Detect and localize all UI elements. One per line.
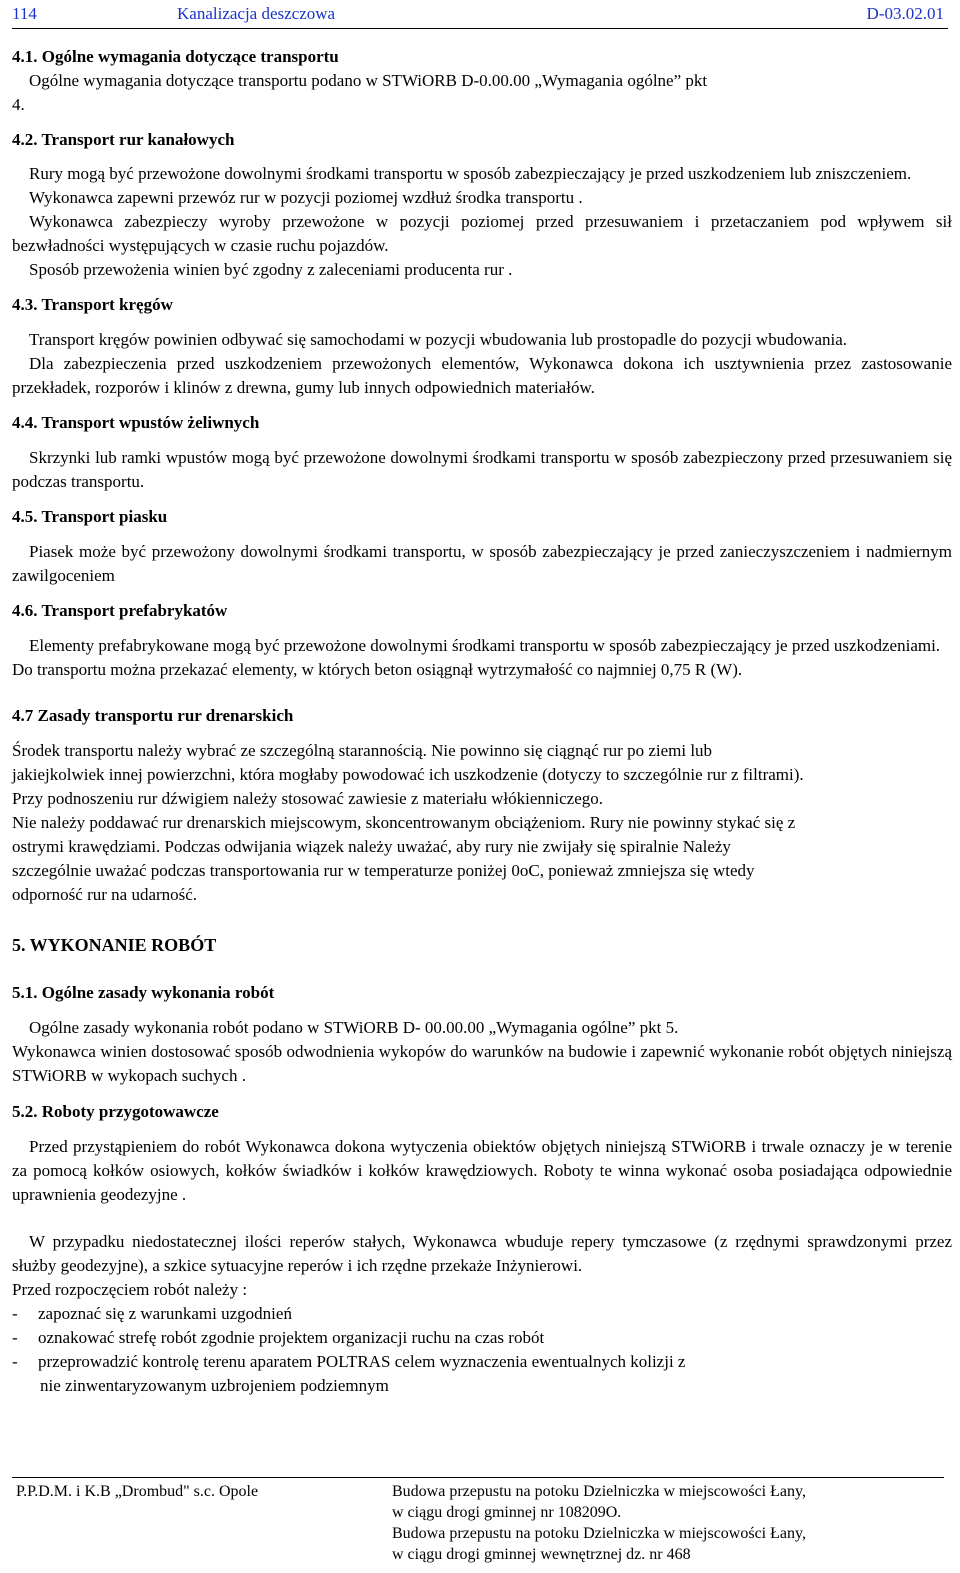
list-item <box>12 1326 952 1350</box>
section-5-1-paragraph: Ogólne zasady wykonania robót podano w STWiORB D- 00.00.00 „Wymagania ogólne” pkt 5. <box>29 1018 679 1037</box>
header-divider <box>12 28 948 29</box>
section-4-3-paragraph: Dla zabezpieczenia przed uszkodzeniem przewożonych elementów, Wykonawca dokona ich usztywnienia przez zastosowanie przekładek, rozporów i klinów z drewna, gumy lub innych odpowiednich materiałów. <box>12 354 952 397</box>
footer-project-line: w ciągu drogi gminnej wewnętrznej dz. nr 468 <box>392 1546 691 1563</box>
list-bullet: - <box>12 1304 18 1323</box>
list-item-continuation: nie zinwentaryzowanym uzbrojeniem podziemnym <box>40 1376 389 1395</box>
section-4-2-paragraph: Wykonawca zabezpieczy wyroby przewożone w pozycji poziomej przed przesuwaniem i przetaczaniem pod wpływem sił bezwładności występujących w czasie ruchu pojazdów. <box>12 212 952 255</box>
section-4-2-paragraph: Rury mogą być przewożone dowolnymi środkami transportu w sposób zabezpieczający je przed uszkodzeniem lub zniszczeniem. <box>29 164 912 183</box>
section-4-1-paragraph-cont: 4. <box>12 95 25 114</box>
section-4-7-line: ostrymi krawędziami. Podczas odwijania wiązek należy uważać, aby rury nie zwijały się spiralnie Należy <box>12 837 731 856</box>
list-bullet: - <box>12 1328 18 1347</box>
page-number: 114 <box>12 4 37 23</box>
section-5-2-paragraph: Przed przystąpieniem do robót Wykonawca dokona wytyczenia obiektów objętych niniejszą STWiORB i trwale oznaczy je w terenie za pomocą kołków osiowych, kołków świadków i kołków krawędziowych. Roboty te winna wykonać osoba posiadająca odpowiednie uprawnienia geodezyjne . <box>12 1137 952 1204</box>
section-4-5-heading: 4.5. Transport piasku <box>12 507 168 526</box>
section-4-6-heading: 4.6. Transport prefabrykatów <box>12 601 228 620</box>
list-item-text: przeprowadzić kontrolę terenu aparatem POLTRAS celem wyznaczenia ewentualnych kolizji z <box>38 1352 686 1371</box>
section-4-2-paragraph: Sposób przewożenia winien być zgodny z zaleceniami producenta rur . <box>29 260 513 279</box>
section-4-6-paragraph: Elementy prefabrykowane mogą być przewożone dowolnymi środkami transportu w sposób zabezpieczający je przed uszkodzeniami. <box>29 636 941 655</box>
section-4-7-line: szczególnie uważać podczas transportowania rur w temperaturze poniżej 0oC, ponieważ zmniejsza się wtedy <box>12 861 755 880</box>
section-4-3-heading: 4.3. Transport kręgów <box>12 295 173 314</box>
footer-company: P.P.D.M. i K.B „Drombud" s.c. Opole <box>16 1483 259 1500</box>
section-4-3-paragraph: Transport kręgów powinien odbywać się samochodami w pozycji wbudowania lub prostopadle do pozycji wbudowania. <box>29 330 848 349</box>
section-5-heading: 5. WYKONANIE ROBÓT <box>12 935 217 955</box>
section-4-1-heading: 4.1. Ogólne wymagania dotyczące transportu <box>12 47 339 66</box>
section-5-2-heading: 5.2. Roboty przygotowawcze <box>12 1102 219 1121</box>
section-4-2-paragraph: Wykonawca zapewni przewóz rur w pozycji poziomej wzdłuż środka transportu . <box>29 188 583 207</box>
footer-project-line: w ciągu drogi gminnej nr 108209O. <box>392 1504 622 1521</box>
section-4-2-heading: 4.2. Transport rur kanałowych <box>12 130 235 149</box>
section-4-7-line: jakiejkolwiek innej powierzchni, która mogłaby powodować ich uszkodzenie (dotyczy to szczególnie rur z filtrami). <box>12 765 804 784</box>
section-4-5-paragraph: Piasek może być przewożony dowolnymi środkami transportu, w sposób zabezpieczający je przed zanieczyszczeniem i nadmiernym zawilgoceniem <box>12 542 952 585</box>
section-4-4-paragraph: Skrzynki lub ramki wpustów mogą być przewożone dowolnymi środkami transportu w sposób zabezpieczony przed przesuwaniem się podczas transportu. <box>12 448 952 491</box>
footer-project <box>392 1481 892 1565</box>
footer-project-line: Budowa przepustu na potoku Dzielniczka w miejscowości Łany, <box>392 1525 806 1542</box>
page-header <box>12 0 954 27</box>
section-4-7-heading: 4.7 Zasady transportu rur drenarskich <box>12 706 294 725</box>
list-bullet: - <box>12 1352 18 1371</box>
footer-divider <box>12 1477 944 1478</box>
section-4-7-line: Przy podnoszeniu rur dźwigiem należy stosować zawiesie z materiału włókienniczego. <box>12 789 604 808</box>
document-page <box>12 0 954 1563</box>
section-4-7-line: Nie należy poddawać rur drenarskich miejscowym, skoncentrowanym obciążeniom. Rury nie powinny stykać się z <box>12 813 796 832</box>
section-4-7-line: odporność rur na udarność. <box>12 885 198 904</box>
document-code: D-03.02.01 <box>866 4 944 23</box>
list-item <box>12 1350 952 1374</box>
section-5-2-paragraph: W przypadku niedostatecznej ilości reperów stałych, Wykonawca wbuduje repery tymczasowe (z rzędnymi sprawdzonymi przez służby geodezyjne), a szkice sytuacyjne reperów i ich rzędne przekaże Inżynierowi. <box>12 1232 952 1275</box>
section-5-1-heading: 5.1. Ogólne zasady wykonania robót <box>12 983 275 1002</box>
list-item-text: oznakować strefę robót zgodnie projektem organizacji ruchu na czas robót <box>38 1328 545 1347</box>
section-4-7-line: Środek transportu należy wybrać ze szczególną starannością. Nie powinno się ciągnąć rur po ziemi lub <box>12 741 713 760</box>
section-4-6-paragraph: Do transportu można przekazać elementy, w których beton osiągnął wytrzymałość co najmniej 0,75 R (W). <box>12 660 743 679</box>
section-4-1-paragraph: Ogólne wymagania dotyczące transportu podano w STWiORB D-0.00.00 „Wymagania ogólne” pkt <box>29 71 708 90</box>
list-item <box>12 1302 952 1326</box>
section-5-1-paragraph: Wykonawca winien dostosować sposób odwodnienia wykopów do warunków na budowie i zapewnić wykonanie robót objętych niniejszą STWiORB w wykopach suchych . <box>12 1042 952 1085</box>
document-title: Kanalizacja deszczowa <box>177 4 336 23</box>
list-item-text: zapoznać się z warunkami uzgodnień <box>38 1304 292 1323</box>
footer-project-line: Budowa przepustu na potoku Dzielniczka w miejscowości Łany, <box>392 1483 806 1500</box>
section-5-2-list-intro: Przed rozpoczęciem robót należy : <box>12 1280 248 1299</box>
section-4-4-heading: 4.4. Transport wpustów żeliwnych <box>12 413 260 432</box>
document-body <box>12 45 952 1398</box>
